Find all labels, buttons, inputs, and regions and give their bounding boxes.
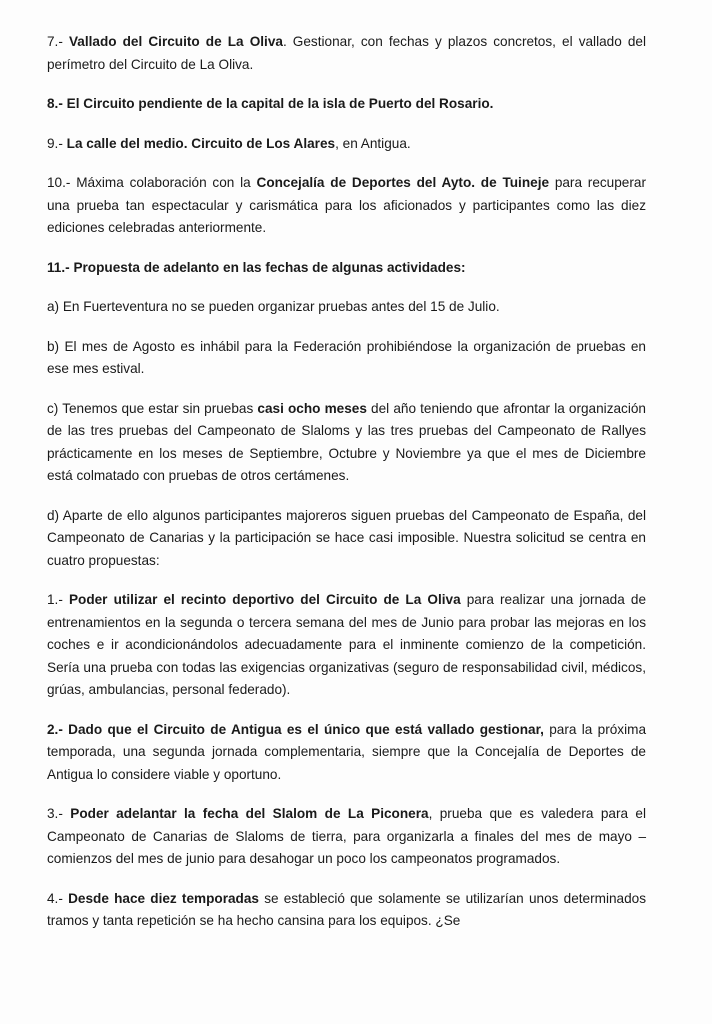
text-run: se estableció que solamente se utilizarían unos determinados tramos y tanta repetición se ha hecho cansina para los equipos. ¿Se	[47, 890, 647, 928]
paragraph-p9	[47, 133, 646, 156]
bold-text: Poder utilizar el recinto deportivo del Circuito de La Oliva	[68, 592, 461, 607]
text-run: 9.-	[47, 135, 67, 151]
bold-text: La calle del medio. Circuito de Los Alares	[66, 135, 336, 151]
text-run: del año teniendo que afrontar la organización de las tres pruebas del Campeonato de Slaloms y las tres pruebas del Campeonato de Rallyes prácticamente en los meses de Septiembre, Octubre y Noviembre ya que el mes de Diciembre está colmatado con pruebas de otros certámenes.	[47, 400, 646, 483]
document-body	[47, 31, 646, 933]
text-run: d) Aparte de ello algunos participantes majoreros siguen pruebas del Campeonato de España, del Campeonato de Canarias y la participación se hace casi imposible. Nuestra solicitud se centra en cuatro propuestas:	[47, 507, 646, 568]
bold-text: 8.- El Circuito pendiente de la capital de la isla de Puerto del Rosario.	[47, 96, 494, 111]
paragraph-pc	[47, 398, 646, 488]
text-run: 1.-	[47, 592, 69, 607]
text-run: c) Tenemos que estar sin pruebas	[47, 400, 258, 416]
paragraph-p7	[47, 31, 646, 76]
paragraph-q1	[47, 589, 646, 702]
text-run: a) En Fuerteventura no se pueden organizar pruebas antes del 15 de Julio.	[47, 299, 500, 314]
text-run: 7.-	[47, 34, 69, 49]
text-run: para la próxima temporada, una segunda jornada complementaria, siempre que la Concejalía de Deportes de Antigua lo considere viable y oportuno.	[47, 721, 647, 782]
bold-text: 11.- Propuesta de adelanto en las fechas de algunas actividades:	[47, 259, 466, 275]
bold-text: Vallado del Circuito de La Oliva	[68, 34, 283, 49]
paragraph-pb	[47, 336, 646, 381]
paragraph-pd	[47, 505, 646, 573]
text-run: . Gestionar, con fechas y plazos concretos, el vallado del perímetro del Circuito de La Oliva.	[47, 34, 646, 72]
text-run: 3.-	[47, 806, 71, 821]
paragraph-p11	[47, 257, 646, 280]
text-run: , en Antigua.	[335, 135, 411, 151]
bold-text: casi ocho meses	[257, 400, 367, 416]
text-run: para recuperar una prueba tan espectacular y carismática para los aficionados y participantes como las diez ediciones celebradas anteriormente.	[47, 175, 646, 235]
text-run: b) El mes de Agosto es inhábil para la Federación prohibiéndose la organización de pruebas en ese mes estival.	[47, 338, 646, 376]
bold-text: 2.- Dado que el Circuito de Antigua es el único que está vallado gestionar,	[47, 721, 544, 737]
bold-text: Poder adelantar la fecha del Slalom de La Piconera	[70, 806, 429, 821]
bold-text: Concejalía de Deportes del Ayto. de Tuineje	[256, 175, 550, 190]
paragraph-q4	[47, 888, 646, 933]
text-run: 4.-	[47, 890, 69, 906]
paragraph-q3	[47, 803, 646, 871]
text-run: para realizar una jornada de entrenamientos en la segunda o tercera semana del mes de Junio para probar las mejoras en los coches e ir acondicionándolos adecuadamente para el inminente comienzo de la competición. Sería una prueba con todas las exigencias organizativas (seguro de responsabilidad civil, médicos, grúas, ambulancias, personal federado).	[47, 592, 647, 697]
bold-text: Desde hace diez temporadas	[68, 890, 259, 906]
paragraph-q2	[47, 719, 646, 787]
paragraph-pa	[47, 296, 646, 319]
text-run: 10.- Máxima colaboración con la	[47, 175, 257, 190]
paragraph-p8	[47, 93, 646, 116]
paragraph-p10	[47, 172, 646, 240]
text-run: , prueba que es valedera para el Campeonato de Canarias de Slaloms de tierra, para organizarla a finales del mes de mayo – comienzos del mes de junio para desahogar un poco los campeonatos programados.	[47, 806, 647, 866]
